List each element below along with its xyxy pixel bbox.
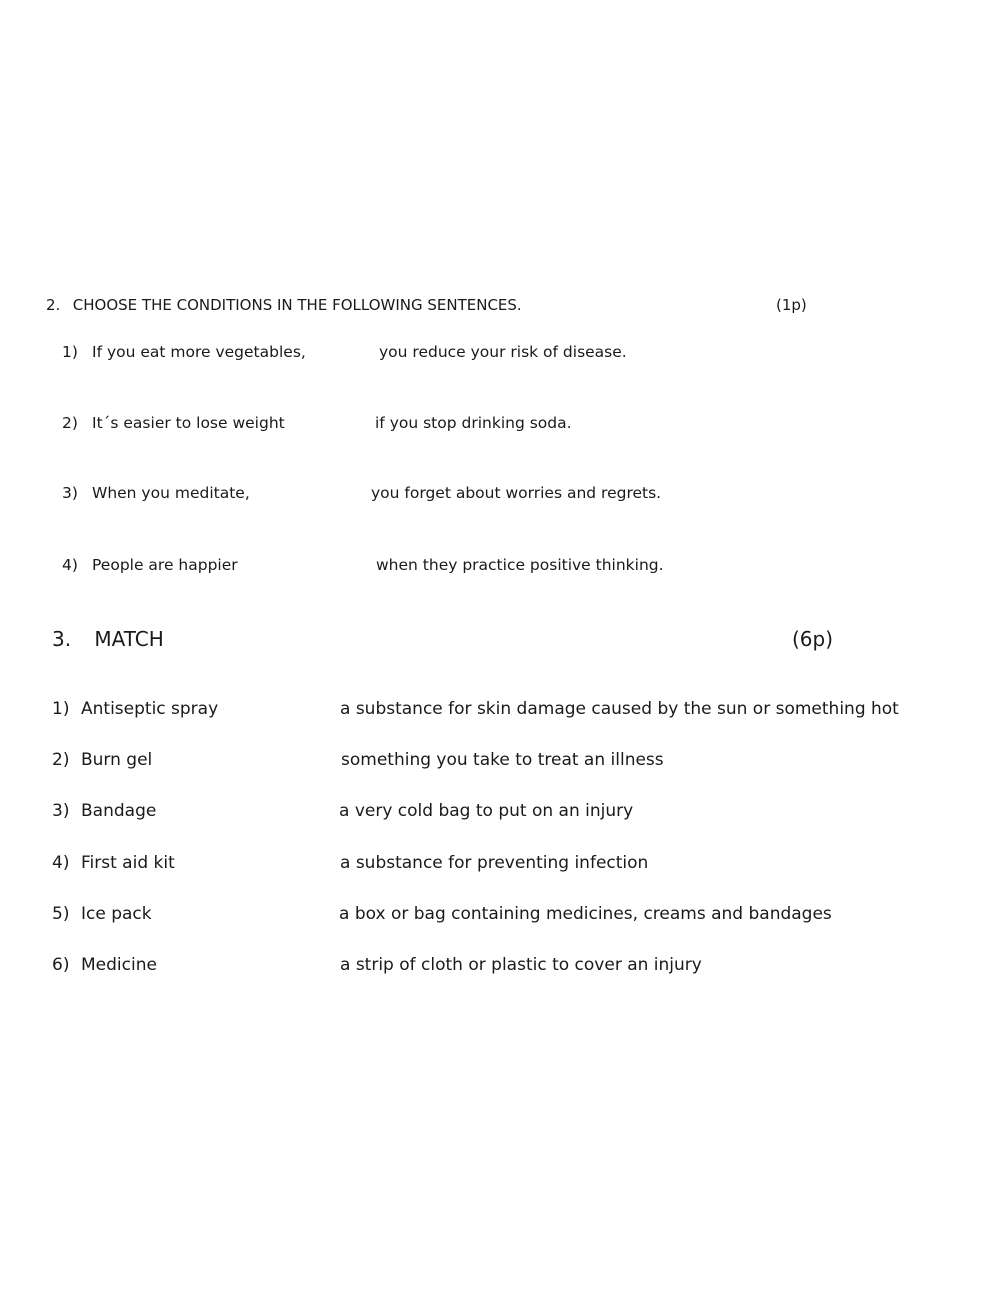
section-3-heading bbox=[52, 627, 164, 651]
sentence-number: 2) bbox=[62, 414, 78, 432]
section-2-heading bbox=[46, 296, 522, 314]
sentence-condition-part[interactable]: if you stop drinking soda. bbox=[375, 414, 572, 432]
sentence-condition-part[interactable]: When you meditate, bbox=[92, 484, 250, 502]
match-definition[interactable]: a substance for skin damage caused by the sun or something hot bbox=[340, 699, 899, 719]
sentence-result-part[interactable]: People are happier bbox=[92, 556, 238, 574]
match-term[interactable]: Antiseptic spray bbox=[81, 699, 219, 719]
section-3-points: (6p) bbox=[792, 627, 834, 651]
match-number: 5) bbox=[52, 904, 70, 924]
sentence-result-part[interactable]: you forget about worries and regrets. bbox=[371, 484, 662, 502]
match-definition[interactable]: a box or bag containing medicines, creams and bandages bbox=[339, 904, 832, 924]
section-2-title: CHOOSE THE CONDITIONS IN THE FOLLOWING SENTENCES. bbox=[72, 296, 522, 314]
section-3-title: MATCH bbox=[94, 627, 164, 651]
match-definition[interactable]: something you take to treat an illness bbox=[341, 750, 664, 770]
sentence-number: 3) bbox=[62, 484, 78, 502]
sentence-number: 4) bbox=[62, 556, 78, 574]
match-number: 1) bbox=[52, 699, 70, 719]
match-term[interactable]: First aid kit bbox=[81, 853, 175, 873]
section-2-number: 2. bbox=[46, 296, 61, 314]
match-number: 6) bbox=[52, 955, 70, 975]
section-3-number: 3. bbox=[52, 627, 72, 651]
sentence-result-part[interactable]: you reduce your risk of disease. bbox=[379, 343, 627, 361]
match-term[interactable]: Ice pack bbox=[81, 904, 152, 924]
match-definition[interactable]: a strip of cloth or plastic to cover an injury bbox=[340, 955, 702, 975]
sentence-condition-part[interactable]: when they practice positive thinking. bbox=[376, 556, 664, 574]
sentence-number: 1) bbox=[62, 343, 78, 361]
match-number: 4) bbox=[52, 853, 70, 873]
match-term[interactable]: Bandage bbox=[81, 801, 157, 821]
match-number: 2) bbox=[52, 750, 70, 770]
match-term[interactable]: Burn gel bbox=[81, 750, 153, 770]
section-2-points: (1p) bbox=[776, 296, 807, 314]
match-definition[interactable]: a very cold bag to put on an injury bbox=[339, 801, 634, 821]
match-term[interactable]: Medicine bbox=[81, 955, 157, 975]
match-definition[interactable]: a substance for preventing infection bbox=[340, 853, 649, 873]
sentence-condition-part[interactable]: If you eat more vegetables, bbox=[92, 343, 306, 361]
match-number: 3) bbox=[52, 801, 70, 821]
sentence-result-part[interactable]: It´s easier to lose weight bbox=[92, 414, 285, 432]
